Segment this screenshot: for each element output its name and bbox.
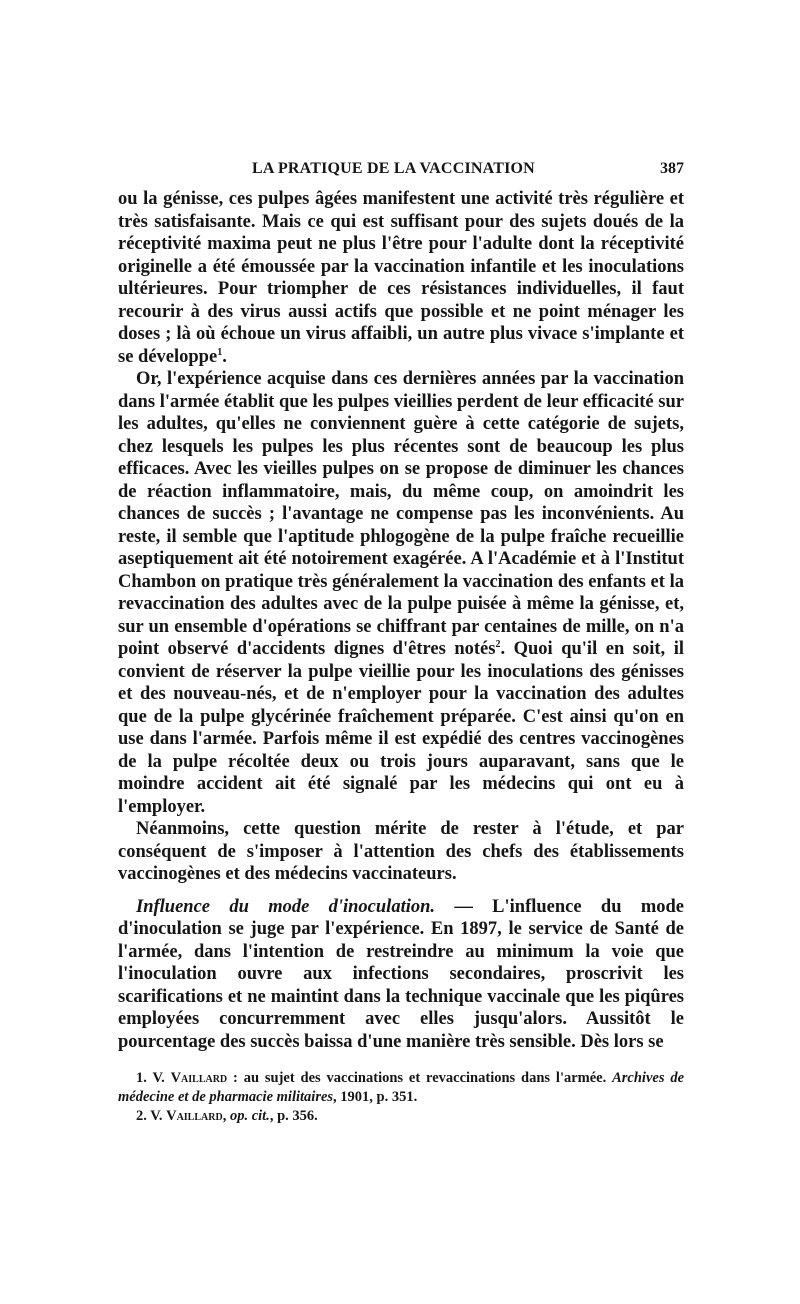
footnote-author: Vaillard	[166, 1108, 223, 1124]
footnote-2	[118, 1107, 684, 1126]
footnote-1	[118, 1069, 684, 1107]
footnote-citation: op. cit.	[229, 1108, 270, 1124]
footnote-text: , 1901, p. 351.	[333, 1089, 418, 1105]
page-header	[118, 160, 684, 184]
footnotes	[118, 1069, 684, 1126]
paragraph-continued	[118, 188, 684, 368]
footnote-text: , p. 356.	[269, 1108, 318, 1124]
footnote-number: 2. V.	[136, 1108, 163, 1124]
footnote-ref-1: 1	[217, 346, 223, 358]
paragraph-text: Or, l'expérience acquise dans ces dernières années par la vaccination dans l'armée établit que les pulpes vieillies perdent de leur efficacité sur les adultes, qu'elles ne conviennent guère à cette catégorie de sujets, chez lesquels les pulpes les plus récentes sont de beaucoup les plus efficaces. Avec les vieilles pulpes on se propose de diminuer les chances de réaction inflammatoire, mais, du même coup, on amoindrit les chances de succès ; l'avantage ne compense pas les inconvénients. Au reste, il semble que l'aptitude phlogogène de la pulpe fraîche recueillie aseptiquement ait été notoirement exagérée. A l'Académie et à l'Institut Chambon on pratique très généralement la vaccination des enfants et la revaccination des adultes avec de la pulpe puisée à même la génisse, et, sur un ensemble d'opérations se chiffrant par centaines de mille, on n'a point observé d'accidents dignes d'êtres notés	[118, 369, 684, 659]
paragraph-text: .	[222, 346, 227, 367]
section-paragraph	[118, 896, 684, 1054]
footnote-text: ,	[222, 1108, 230, 1124]
footnote-number: 1. V.	[136, 1070, 165, 1086]
section-heading: Influence du mode d'inoculation.	[136, 896, 436, 917]
body-text	[118, 188, 684, 1053]
paragraph-text: — L'influence du mode d'inoculation se juge par l'expérience. En 1897, le service de Santé de l'armée, dans l'intention de restreindre au minimum la voie que l'inoculation ouvre aux infections secondaires, proscrivit les scarifications et ne maintint dans la technique vaccinale que les piqûres employées concurremment avec elles jusqu'alors. Aussitôt le pourcentage des succès baissa d'une manière très sensible. Dès lors se	[118, 896, 684, 1052]
footnote-author: Vaillard	[170, 1070, 228, 1086]
footnote-ref-2: 2	[495, 638, 501, 650]
page-number: 387	[660, 160, 684, 177]
footnote-text: : au sujet des vaccinations et revaccinations dans l'armée.	[227, 1070, 613, 1086]
footnote-journal: Archives de médecine et de pharmacie militaires	[118, 1070, 685, 1105]
paragraph-text: . Quoi qu'il en soit, il convient de réserver la pulpe vieillie pour les inoculations des génisses et des nouveau-nés, et de n'employer pour la vaccination des adultes que de la pulpe glycérinée fraîchement préparée. C'est ainsi qu'on en use dans l'armée. Parfois même il est expédié des centres vaccinogènes de la pulpe récoltée deux ou trois jours auparavant, sans que le moindre accident ait été signalé par les médecins qui ont eu à l'employer.	[118, 639, 684, 817]
paragraph	[118, 818, 684, 886]
paragraph-text: Néanmoins, cette question mérite de rester à l'étude, et par conséquent de s'imposer à l'attention des chefs des établissements vaccinogènes et des médecins vaccinateurs.	[118, 819, 684, 884]
paragraph-text: ou la génisse, ces pulpes âgées manifestent une activité très régulière et très satisfaisante. Mais ce qui est suffisant pour des sujets doués de la réceptivité maxima peut ne plus l'être pour l'adulte dont la réceptivité originelle a été émoussée par la vaccination infantile et les inoculations ultérieures. Pour triompher de ces résistances individuelles, il faut recourir à des virus aussi actifs que possible et ne point ménager les doses ; là où échoue un virus affaibli, un autre plus vivace s'implante et se développe	[118, 189, 684, 367]
running-title: LA PRATIQUE DE LA VACCINATION	[252, 160, 535, 177]
book-page	[118, 160, 684, 1126]
paragraph	[118, 368, 684, 818]
